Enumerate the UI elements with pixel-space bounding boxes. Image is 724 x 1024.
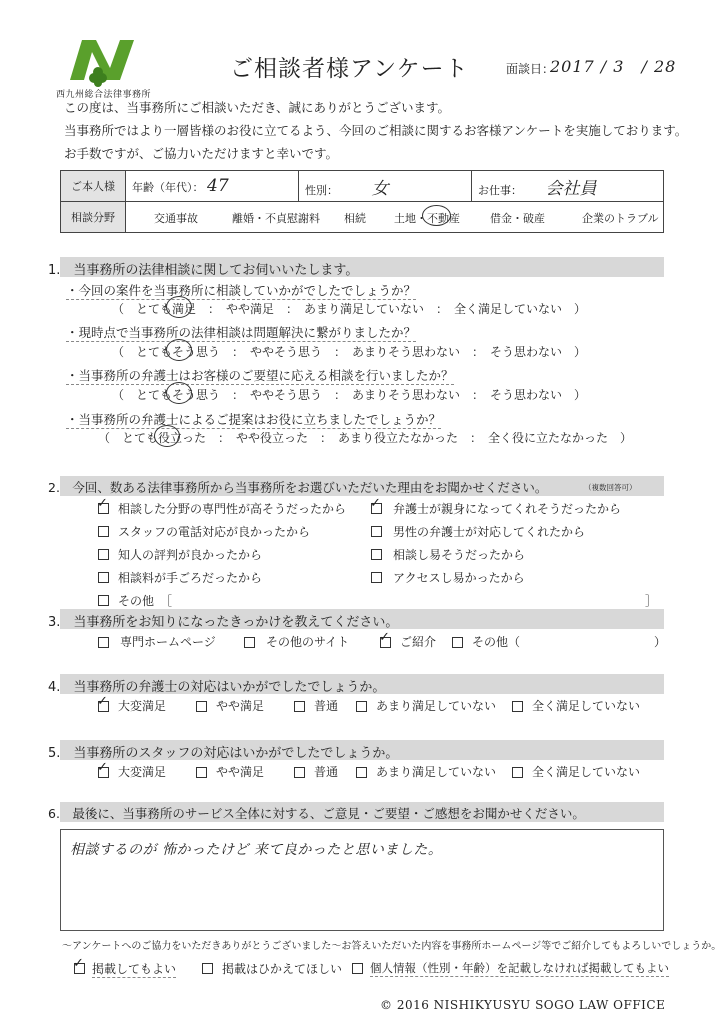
- q1-item4-question: ・当事務所の弁護士によるご提案はお役に立ちましたでしょうか？: [66, 412, 442, 427]
- q4-option-4: あまり満足していない: [376, 699, 497, 713]
- q3-checkbox-2[interactable]: [244, 637, 255, 648]
- debt-selected-circle: [422, 205, 451, 226]
- q3-title: 3. 当事務所をお知りになったきっかけを教えてください。: [48, 615, 399, 630]
- copyright: © 2016 NISHIKYUSYU SOGO LAW OFFICE: [380, 998, 666, 1012]
- q2-right-checkbox-2[interactable]: [371, 526, 382, 537]
- q2-left-checkbox-4[interactable]: [98, 572, 109, 583]
- q4-option-5: 全く満足していない: [532, 699, 641, 713]
- q5-option-1: 大変満足: [118, 765, 167, 779]
- footer-option-3: 個人情報（性別・年齢）を記載しなければ掲載してもよい: [370, 961, 669, 975]
- q1-item4-mark: [154, 425, 180, 447]
- gender-cell[interactable]: [299, 171, 472, 202]
- q1-item1-question: ・今回の案件を当事務所に相談していかがでしたでしょうか？: [66, 283, 417, 298]
- q5-option-2: やや満足: [216, 765, 265, 779]
- category-real-estate[interactable]: 土地・不動産: [394, 212, 460, 225]
- q1-item3-question: ・当事務所の弁護士はお客様のご要望に応える相談を行いましたか？: [66, 368, 454, 383]
- q1-item1-scale[interactable]: （ とても満足 ： やや満足 ： あまり満足していない ： 全く満足していない ）: [112, 302, 587, 316]
- age-label: 年齢（年代）：: [132, 181, 204, 194]
- check-mark-icon: ✓: [379, 630, 390, 645]
- check-mark-icon: ✓: [97, 760, 108, 775]
- q3-other-close-paren: ）: [654, 635, 667, 649]
- firm-name: 西九州総合法律事務所: [56, 90, 152, 100]
- q3-option-1: 専門ホームページ: [120, 635, 216, 649]
- footer-option-1: 掲載してもよい: [92, 962, 177, 976]
- job-cell[interactable]: [472, 171, 664, 202]
- footer-checkbox-2[interactable]: [202, 963, 213, 974]
- q1-item2-question: ・現時点で当事務所の法律相談は問題解決に繋がりましたか？: [66, 325, 417, 340]
- q2-left-option-4: 相談料が手ごろだったから: [118, 571, 263, 585]
- q2-left-checkbox-3[interactable]: [98, 549, 109, 560]
- check-mark-icon: ✓: [97, 496, 108, 511]
- q1-item4-scale[interactable]: （ とても役立った ： やや役立った ： あまり役立たなかった ： 全く役に立たなかった ）: [98, 431, 633, 445]
- q3-option-3: ご紹介: [400, 635, 437, 649]
- category-debt[interactable]: 借金・破産: [490, 212, 545, 225]
- q1-item2-scale[interactable]: （ とてもそう思う ： ややそう思う ： あまりそう思わない ： そう思わない ）: [112, 345, 587, 359]
- q5-checkbox-4[interactable]: [356, 767, 367, 778]
- q4-option-1: 大変満足: [118, 699, 167, 713]
- q2-left-option-5: その他 ［: [118, 594, 173, 608]
- gender-label: 性別：: [305, 183, 338, 197]
- q2-right-option-2: 男性の弁護士が対応してくれたから: [393, 525, 586, 539]
- q5-title: 5. 当事務所のスタッフの対応はいかがでしたでしょうか。: [48, 746, 399, 761]
- category-business[interactable]: 企業のトラブル: [582, 212, 659, 225]
- q2-right-option-1: 弁護士が親身になってくれそうだったから: [393, 502, 622, 516]
- job-value: 会社員: [545, 178, 597, 199]
- footer-option-2: 掲載はひかえてほしい: [222, 962, 343, 976]
- q4-checkbox-5[interactable]: [512, 701, 523, 712]
- q3-checkbox-4[interactable]: [452, 637, 463, 648]
- q3-option-4: その他（: [472, 635, 521, 649]
- category-label: 相談分野: [61, 202, 126, 233]
- q2-left-checkbox-2[interactable]: [98, 526, 109, 537]
- q1-item2-mark: [166, 339, 192, 361]
- q2-left-option-3: 知人の評判が良かったから: [118, 548, 263, 562]
- age-cell[interactable]: [126, 171, 299, 202]
- q5-checkbox-2[interactable]: [196, 767, 207, 778]
- q5-option-5: 全く満足していない: [532, 765, 641, 779]
- client-label: ご本人様: [61, 171, 126, 202]
- job-label: お仕事：: [478, 183, 522, 197]
- q4-option-3: 普通: [314, 699, 339, 713]
- date-value: 2017 / 3 / 28: [550, 57, 677, 76]
- q2-left-option-2: スタッフの電話対応が良かったから: [118, 525, 311, 539]
- q5-checkbox-5[interactable]: [512, 767, 523, 778]
- firm-logo: [62, 28, 152, 88]
- profile-table: [60, 170, 664, 233]
- category-divorce[interactable]: 離婚・不貞慰謝料: [232, 212, 320, 225]
- q2-note: （複数回答可）: [584, 483, 637, 492]
- age-value: 47: [207, 176, 229, 196]
- q2-right-checkbox-4[interactable]: [371, 572, 382, 583]
- gender-value: 女: [371, 178, 389, 199]
- q3-checkbox-1[interactable]: [98, 637, 109, 648]
- q6-title: 6. 最後に、当事務所のサービス全体に対する、ご意見・ご要望・ご感想をお聞かせください。: [48, 806, 585, 821]
- q5-option-4: あまり満足していない: [376, 765, 497, 779]
- q4-title: 4. 当事務所の弁護士の対応はいかがでしたでしょうか。: [48, 680, 386, 695]
- page-title: ご相談者様アンケート: [230, 56, 469, 82]
- q2-right-option-4: アクセスし易かったから: [393, 571, 525, 585]
- q4-checkbox-3[interactable]: [294, 701, 305, 712]
- comment-text: 相談するのが 怖かったけど 来て良かったと思いました。: [70, 842, 443, 858]
- category-traffic[interactable]: 交通事故: [154, 212, 198, 225]
- q4-checkbox-4[interactable]: [356, 701, 367, 712]
- intro-line-3: お手数ですが、ご協力いただけますと幸いです。: [64, 146, 339, 161]
- q4-checkbox-2[interactable]: [196, 701, 207, 712]
- category-inheritance[interactable]: 相続: [344, 212, 366, 225]
- q2-other-close-bracket: ］: [645, 594, 658, 608]
- q2-left-checkbox-5[interactable]: [98, 595, 109, 606]
- check-mark-icon: ✓: [97, 694, 108, 709]
- q2-title: 2. 今回、数ある法律事務所から当事務所をお選びいただいた理由をお聞かせください。: [48, 480, 548, 495]
- q2-right-checkbox-3[interactable]: [371, 549, 382, 560]
- check-mark-icon: ✓: [370, 496, 381, 511]
- intro-line-1: この度は、当事務所にご相談いただき、誠にありがとうございます。: [64, 100, 451, 115]
- date-label: 面談日：: [506, 62, 555, 76]
- footer-checkbox-3[interactable]: [352, 963, 363, 974]
- publication-note: 〜アンケートへのご協力をいただきありがとうございました〜お答えいただいた内容を事務所ホームページ等でご紹介してもよろしいでしょうか。: [62, 941, 722, 952]
- q5-option-3: 普通: [314, 765, 339, 779]
- intro-line-2: 当事務所ではより一層皆様のお役に立てるよう、今回のご相談に関するお客様アンケートを実施しております。: [64, 123, 688, 138]
- q2-left-option-1: 相談した分野の専門性が高そうだったから: [118, 502, 347, 516]
- q4-option-2: やや満足: [216, 699, 265, 713]
- check-mark-icon: ✓: [73, 956, 84, 971]
- q5-checkbox-3[interactable]: [294, 767, 305, 778]
- q1-item3-scale[interactable]: （ とてもそう思う ： ややそう思う ： あまりそう思わない ： そう思わない ）: [112, 388, 587, 402]
- category-cell: [126, 202, 664, 233]
- q1-title: 1. 当事務所の法律相談に関してお伺いいたします。: [48, 263, 359, 278]
- q3-option-2: その他のサイト: [266, 635, 350, 649]
- q1-item3-mark: [166, 382, 192, 404]
- q2-right-option-3: 相談し易そうだったから: [393, 548, 526, 562]
- q1-item1-mark: [166, 296, 192, 318]
